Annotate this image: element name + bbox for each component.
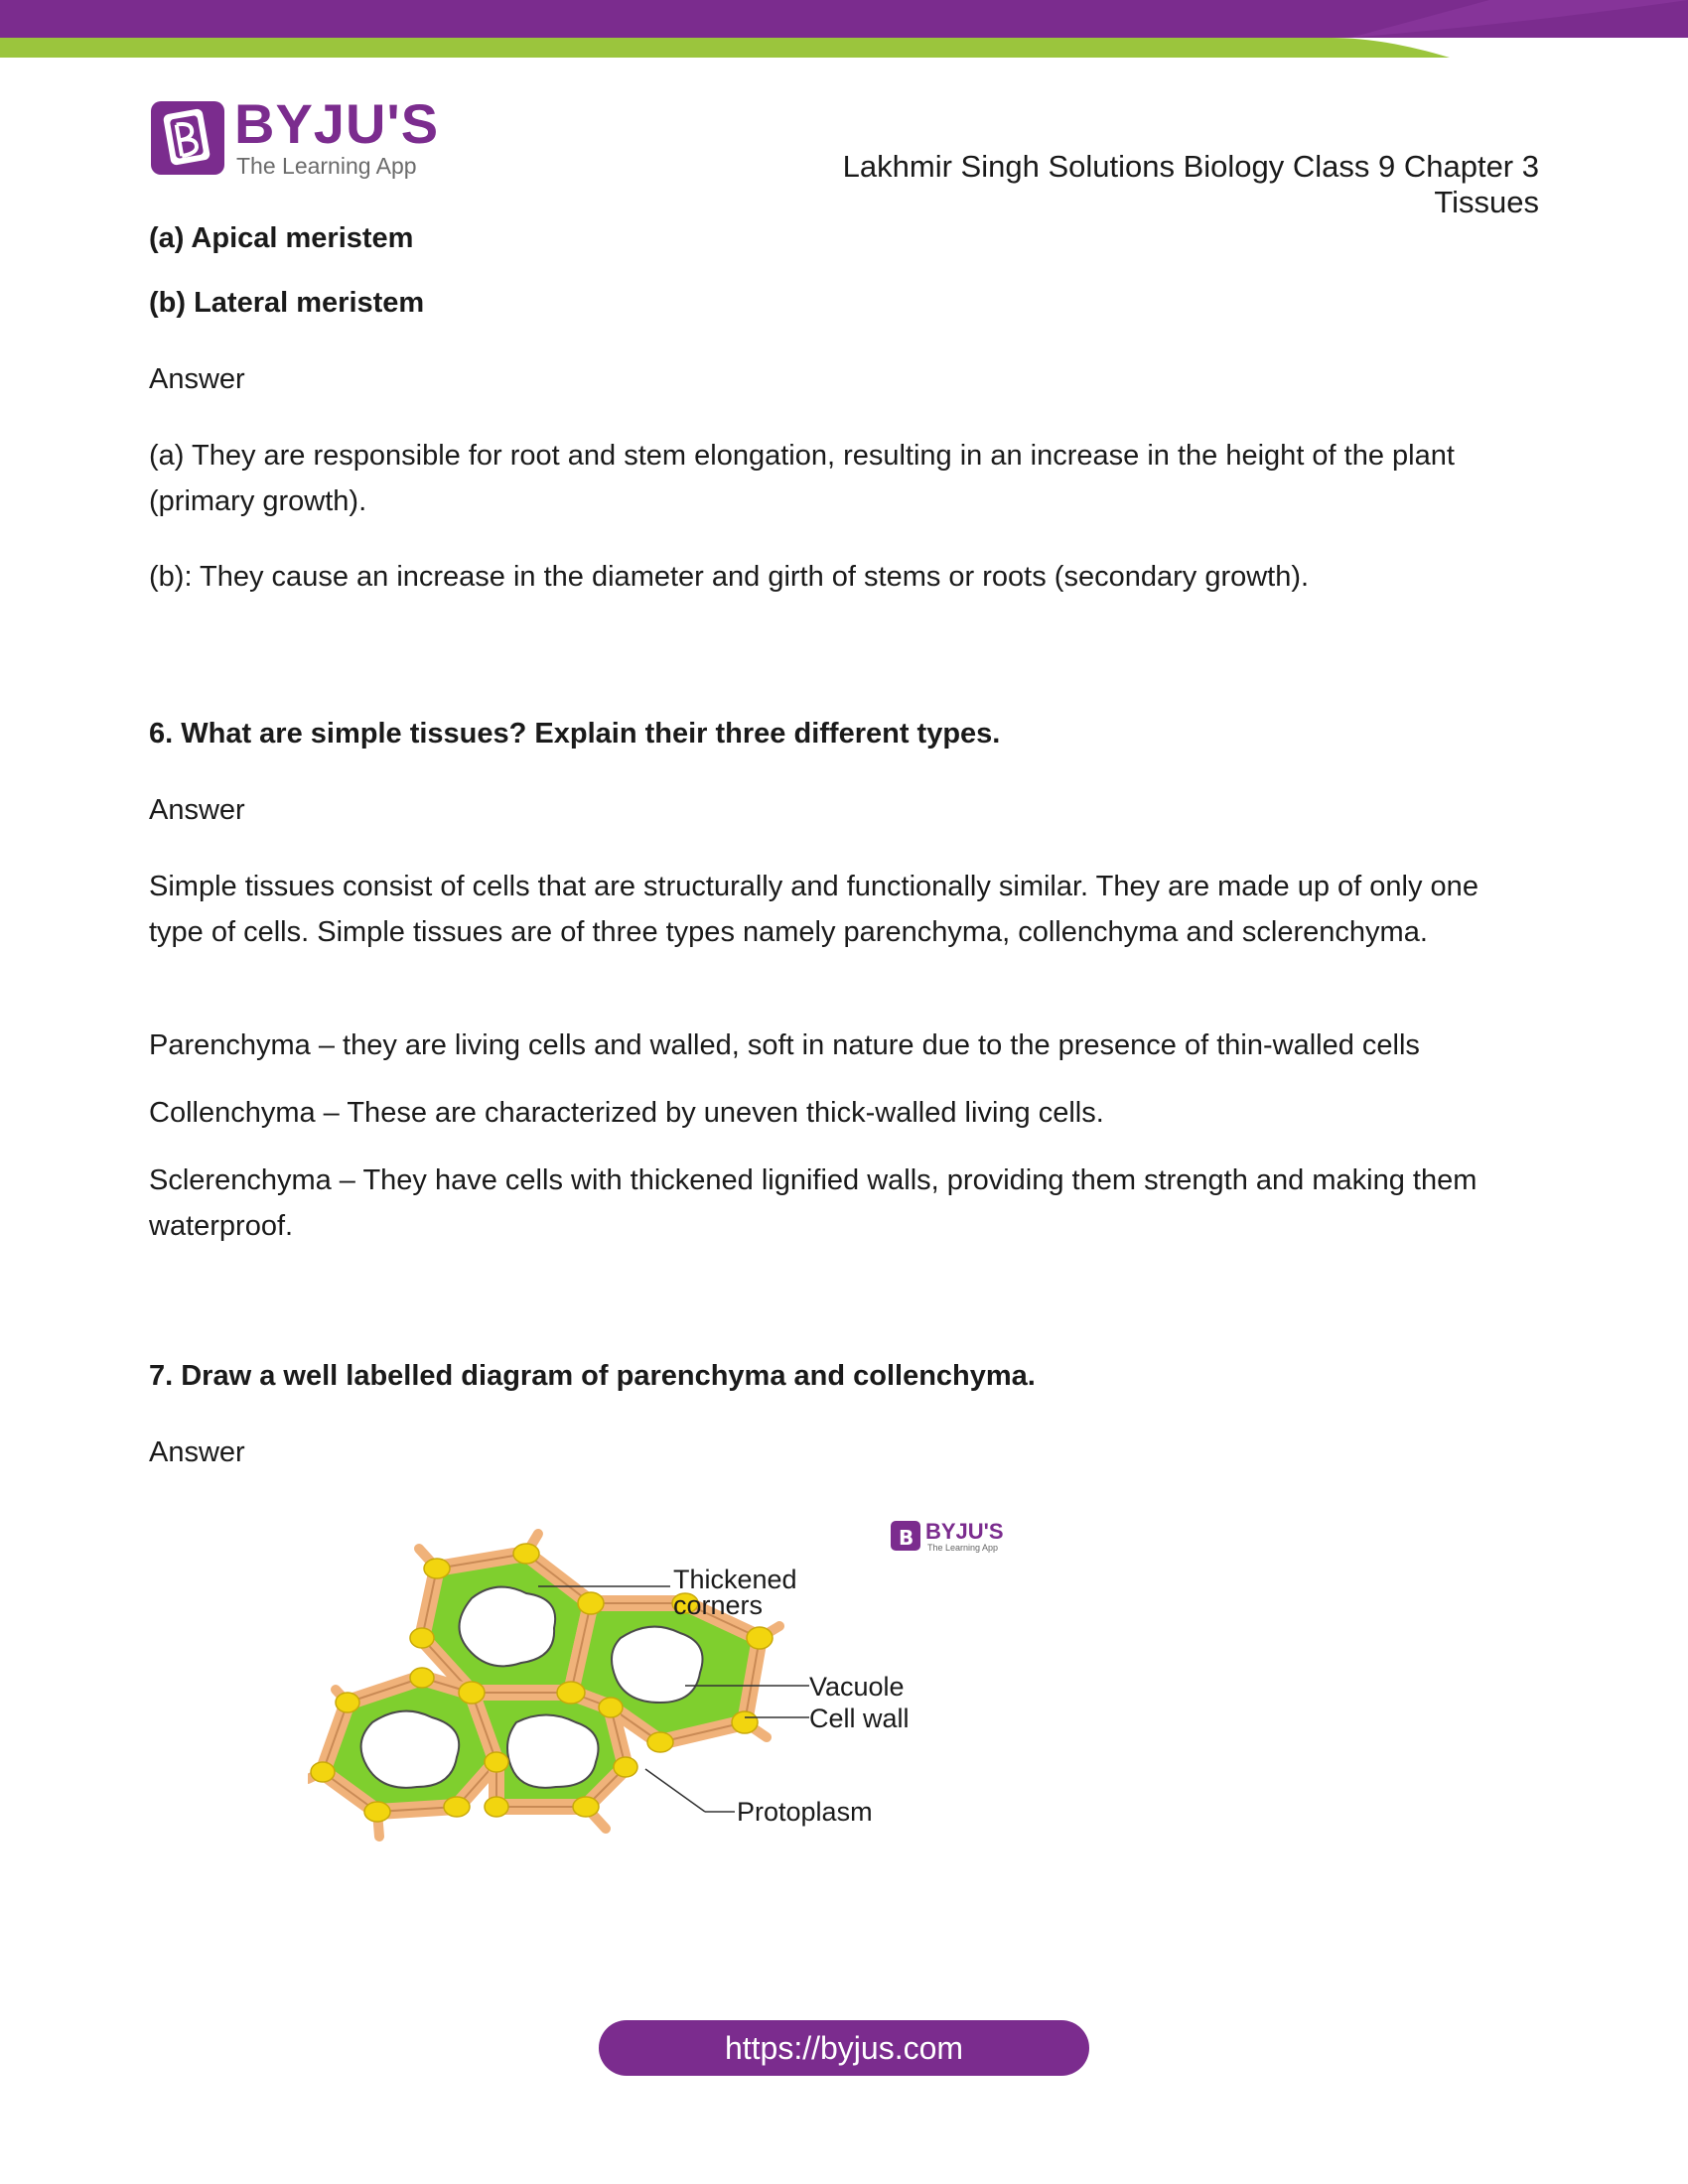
- footer-url-link[interactable]: https://byjus.com: [599, 2020, 1089, 2076]
- q6-collenchyma: Collenchyma – These are characterized by uneven thick-walled living cells.: [149, 1097, 1104, 1129]
- label-thickened: Thickened: [673, 1565, 797, 1594]
- q5-answer-a: (a) They are responsible for root and stem elongation, resulting in an increase in the height of the plant (primary growth).: [149, 440, 1455, 517]
- q6-intro: Simple tissues consist of cells that are structurally and functionally similar. They are made up of only one type of cells. Simple tissues are of three types namely parenchyma, collenchyma and sclerenchyma.: [149, 871, 1478, 948]
- vacuole: [361, 1711, 460, 1788]
- q5-part-a: (a) Apical meristem: [149, 222, 414, 254]
- label-vacuole: Vacuole: [809, 1672, 905, 1702]
- watermark-name: BYJU'S: [925, 1519, 1004, 1544]
- q5-part-b: (b) Lateral meristem: [149, 287, 425, 319]
- answer-label: Answer: [149, 363, 245, 395]
- label-protoplasm: Protoplasm: [737, 1797, 873, 1827]
- answer-label: Answer: [149, 1436, 245, 1468]
- label-cell-wall: Cell wall: [809, 1704, 910, 1733]
- top-banner: [0, 0, 1688, 60]
- byjus-logo-icon: [149, 99, 226, 177]
- brand-tagline: The Learning App: [236, 153, 417, 179]
- answer-label: Answer: [149, 794, 245, 826]
- vacuole: [507, 1715, 599, 1788]
- vacuole: [612, 1627, 703, 1703]
- brand-name: BYJU'S: [234, 92, 440, 155]
- svg-text:B: B: [899, 1526, 914, 1550]
- q5-answer-b: (b): They cause an increase in the diameter and girth of stems or roots (secondary growth).: [149, 561, 1310, 593]
- label-corners: corners: [673, 1590, 764, 1620]
- byjus-logo: [149, 92, 440, 179]
- collenchyma-diagram: [308, 1509, 1062, 1846]
- watermark-tagline: The Learning App: [927, 1543, 999, 1553]
- diagram-watermark: [891, 1519, 1004, 1553]
- q6-sclerenchyma: Sclerenchyma – They have cells with thickened lignified walls, providing them strength and making them waterproof.: [149, 1164, 1477, 1242]
- document-title: Lakhmir Singh Solutions Biology Class 9 Chapter 3 Tissues: [842, 149, 1539, 219]
- q7-title: 7. Draw a well labelled diagram of parenchyma and collenchyma.: [149, 1360, 1036, 1392]
- vacuole: [460, 1587, 556, 1667]
- q6-title: 6. What are simple tissues? Explain their three different types.: [149, 718, 1001, 750]
- q6-parenchyma: Parenchyma – they are living cells and walled, soft in nature due to the presence of thin-walled cells: [149, 1029, 1420, 1061]
